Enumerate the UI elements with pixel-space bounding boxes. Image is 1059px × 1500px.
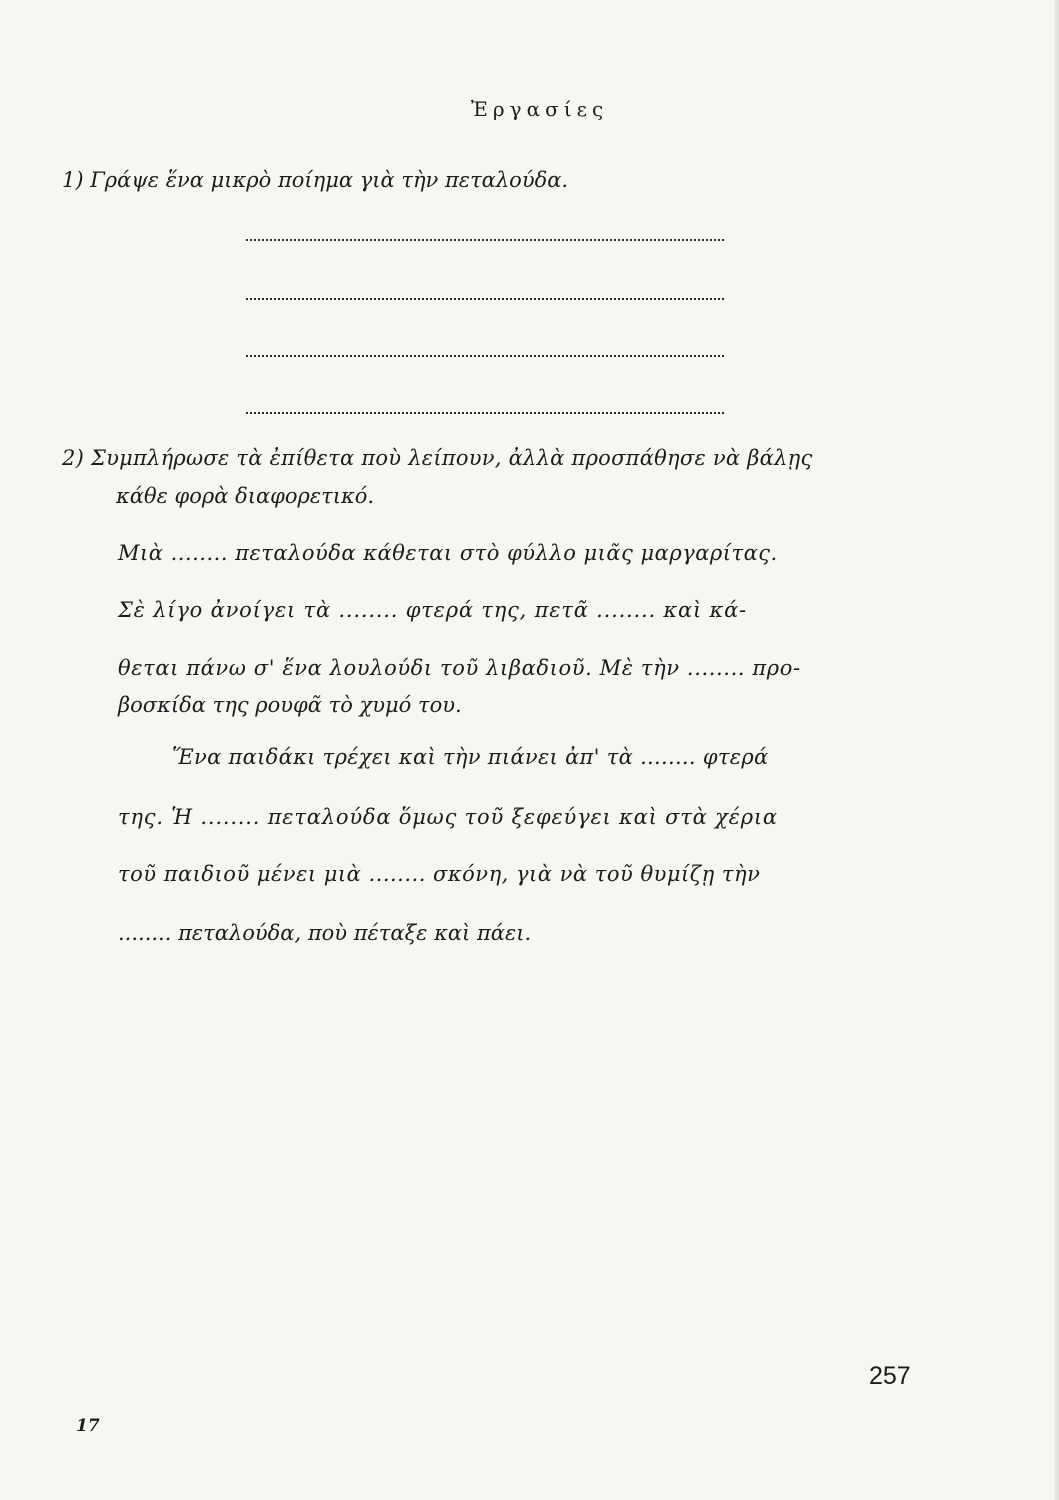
passage-line: Ἕνα παιδάκι τρέχει καὶ τὴν πιάνει ἀπ' τὰ ........ φτερά — [172, 745, 769, 769]
passage-line: Μιὰ ........ πεταλούδα κάθεται στὸ φύλλο μιᾶς μαργαρίτας. — [118, 541, 778, 565]
page-title: Ἐργασίες — [470, 97, 609, 121]
passage-line: Σὲ λίγο ἀνοίγει τὰ ........ φτερά της, πετᾶ ........ καὶ κά- — [118, 598, 747, 622]
task-2-prompt-continued: κάθε φορὰ διαφορετικό. — [116, 484, 375, 508]
task-2-prompt: 2) Συμπλήρωσε τὰ ἐπίθετα ποὺ λείπουν, ἀλλὰ προσπάθησε νὰ βάλῃς — [62, 446, 813, 470]
page-number: 257 — [869, 1362, 911, 1390]
passage-line: τοῦ παιδιοῦ μένει μιὰ ........ σκόνη, γιὰ νὰ τοῦ θυμίζῃ τὴν — [118, 862, 761, 886]
signature-mark: 17 — [76, 1416, 100, 1436]
answer-line — [246, 298, 724, 300]
passage-line: ........ πεταλούδα, ποὺ πέταξε καὶ πάει. — [118, 921, 532, 945]
page-edge-shadow — [1053, 0, 1059, 1500]
answer-line — [246, 239, 724, 241]
task-1-prompt: 1) Γράψε ἕνα μικρὸ ποίημα γιὰ τὴν πεταλούδα. — [62, 168, 569, 192]
passage-line: θεται πάνω σ' ἕνα λουλούδι τοῦ λιβαδιοῦ. Μὲ τὴν ........ προ- — [118, 656, 801, 680]
passage-line: της. Ἡ ........ πεταλούδα ὅμως τοῦ ξεφεύγει καὶ στὰ χέρια — [118, 805, 778, 829]
answer-line — [246, 412, 724, 414]
passage-line: βοσκίδα της ρουφᾶ τὸ χυμό του. — [118, 693, 462, 717]
answer-line — [246, 355, 724, 357]
